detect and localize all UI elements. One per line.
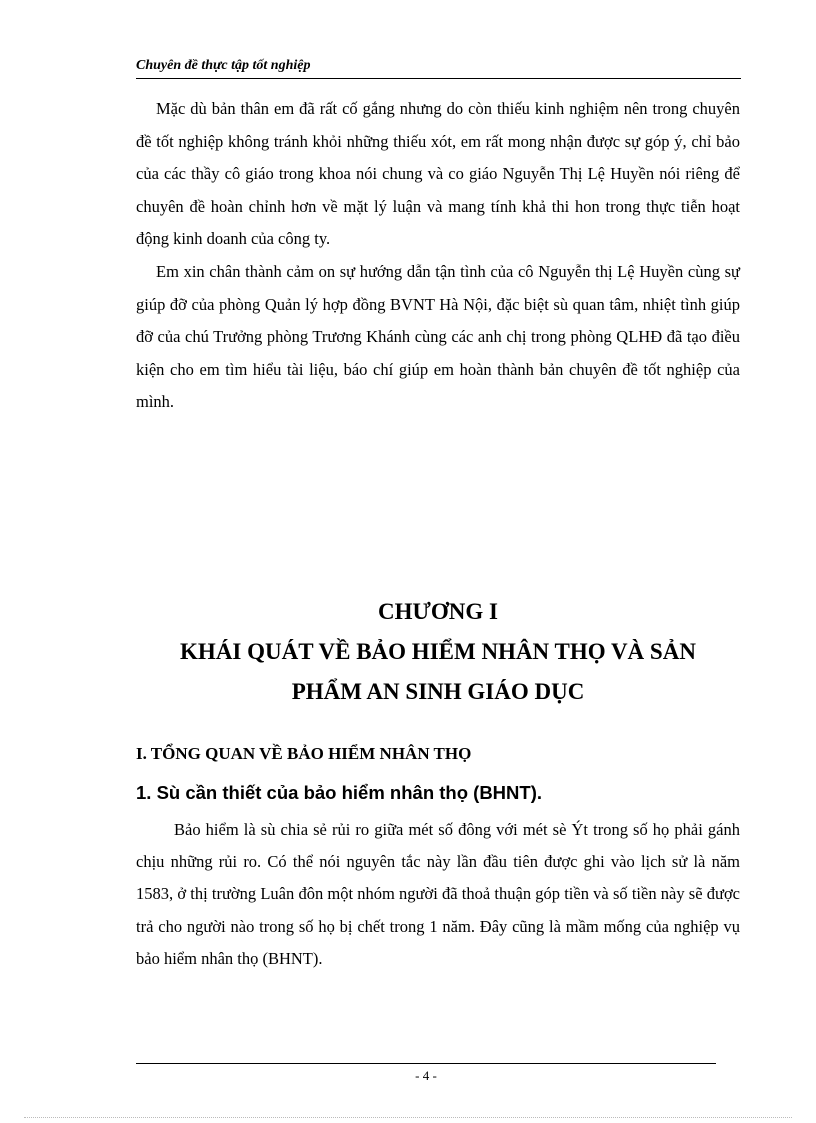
chapter-heading <box>136 592 740 712</box>
page-number: - 4 - <box>415 1068 437 1083</box>
chapter-number: CHƯƠNG I <box>378 599 498 624</box>
chapter-title-line-2: PHẨM AN SINH GIÁO DỤC <box>291 679 585 704</box>
intro-paragraph: Mặc dù bản thân em đã rất cố gắng nhưng do còn thiếu kinh nghiệm nên trong chuyên đề tốt nghiệp không tránh khỏi những thiếu xót, em rất mong nhận được sự góp ý, chỉ bảo của các thầy cô giáo trong khoa nói chung và co giáo Nguyễn Thị Lệ Huyền nói riêng để chuyên đề hoàn chỉnh hơn về mặt lý luận và mang tính khả thi hon trong thực tiễn hoạt động kinh doanh của công ty. <box>136 99 740 249</box>
intro-text <box>136 93 740 419</box>
intro-paragraph: Em xin chân thành cảm on sự hướng dẫn tận tình của cô Nguyễn thị Lệ Huyền cùng sự giúp đỡ của phòng Quản lý hợp đồng BVNT Hà Nội, đặc biệt sù quan tâm, nhiệt tình giúp đỡ của chú Trưởng phòng Trương Khánh cùng các anh chị trong phòng QLHĐ đã tạo điều kiện cho em tìm hiểu tài liệu, báo chí giúp em hoàn thành bản chuyên đề tốt nghiệp của mình. <box>136 261 740 412</box>
section-heading: I. TỔNG QUAN VỀ BẢO HIỂM NHÂN THỌ <box>136 744 472 763</box>
page-bottom-border <box>24 1117 792 1118</box>
subsection-paragraph: Bảo hiểm là sù chia sẻ rủi ro giữa mét số đông với mét sè Ýt trong số họ phải gánh chịu những rủi ro. Có thể nói nguyên tắc này lần đầu tiên được ghi vào lịch sử là năm 1583, ở thị trường Luân đôn một nhóm người đã thoả thuận góp tiền và số tiền này sẽ được trả cho người nào trong số họ bị chết trong 1 năm. Đây cũng là mầm mống của nghiệp vụ bảo hiểm nhân thọ (BHNT). <box>136 820 740 968</box>
chapter-title-line-1: KHÁI QUÁT VỀ BẢO HIỂM NHÂN THỌ VÀ SẢN <box>180 639 696 664</box>
footer-divider <box>136 1063 716 1064</box>
page-header: Chuyên đề thực tập tốt nghiệp <box>136 57 741 79</box>
subsection-body <box>136 814 740 975</box>
subsection-heading: 1. Sù cần thiết của bảo hiểm nhân thọ (BHNT). <box>136 782 542 803</box>
